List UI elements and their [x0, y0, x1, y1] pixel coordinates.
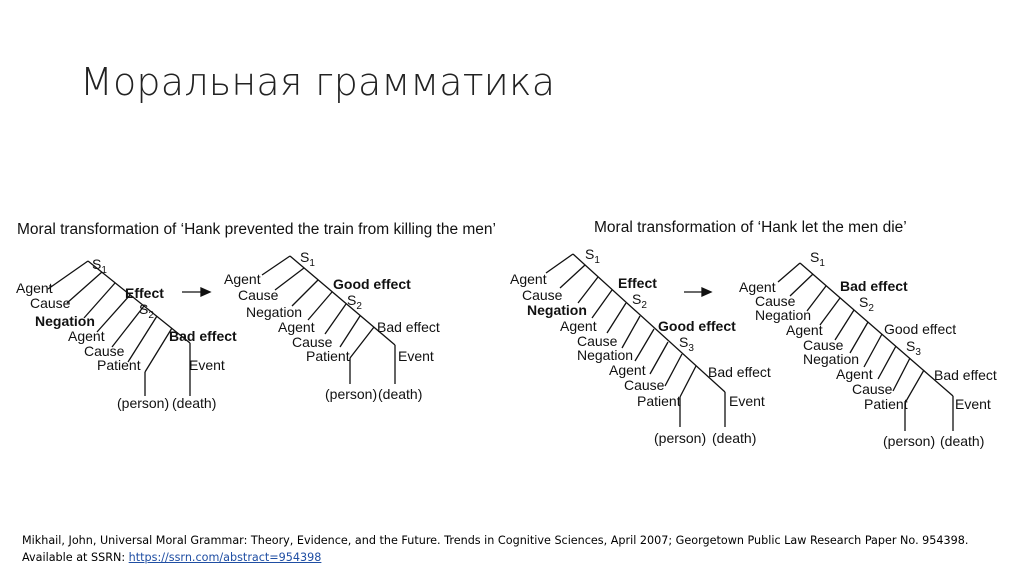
label-cause-2: Cause — [84, 343, 125, 359]
label-agent-2: Agent — [68, 328, 105, 344]
node-s2: $S_2$ — [347, 292, 362, 312]
leaf-person: (person) — [117, 395, 170, 411]
label-agent: Agent — [739, 279, 776, 295]
label-cause: Cause — [522, 287, 563, 303]
node-effect: Effect — [125, 285, 164, 301]
node-bad-effect: Bad effect — [708, 364, 771, 380]
label-agent-3: Agent — [836, 366, 873, 382]
label-cause-3: Cause — [624, 377, 665, 393]
leaf-person: (person) — [883, 433, 936, 449]
reference-availability — [22, 549, 1012, 566]
leaf-death: (death) — [378, 386, 423, 402]
label-cause-3: Cause — [852, 381, 893, 397]
node-s1: $S_1$ — [92, 256, 107, 276]
label-agent: Agent — [510, 271, 547, 287]
node-good-effect: Good effect — [884, 321, 957, 337]
node-event: Event — [955, 396, 991, 412]
label-cause: Cause — [755, 293, 796, 309]
node-bad-effect: Bad effect — [934, 367, 997, 383]
label-negation: Negation — [527, 302, 587, 318]
node-s1: $S_1$ — [810, 249, 825, 269]
slide-title: Моральная грамматика — [80, 60, 556, 104]
label-agent-3: Agent — [609, 362, 646, 378]
label-negation: Negation — [755, 307, 812, 323]
leaf-person: (person) — [325, 386, 378, 402]
label-negation: Negation — [246, 304, 303, 320]
label-agent-2: Agent — [278, 319, 315, 335]
node-good-effect: Good effect — [333, 276, 411, 292]
node-bad-effect: Bad effect — [169, 328, 237, 344]
ssrn-link[interactable]: https://ssrn.com/abstract=954398 — [128, 551, 322, 564]
label-agent-2: Agent — [560, 318, 597, 334]
label-negation-2: Negation — [803, 351, 860, 367]
node-s3: $S_3$ — [906, 338, 921, 358]
reference-citation — [22, 532, 1012, 566]
label-agent-2: Agent — [786, 322, 823, 338]
node-s2: $S_2$ — [139, 301, 154, 321]
label-patient: Patient — [97, 357, 141, 373]
label-cause-2: Cause — [803, 337, 844, 353]
node-effect: Effect — [618, 275, 657, 291]
node-s2: $S_2$ — [632, 291, 647, 311]
node-event: Event — [729, 393, 765, 409]
tree-right-before — [510, 246, 771, 446]
reference-available-prefix: Available at SSRN: — [22, 551, 129, 564]
tree-right-after — [739, 249, 997, 449]
label-cause-2: Cause — [577, 333, 618, 349]
node-s1: $S_1$ — [585, 246, 600, 266]
leaf-person: (person) — [654, 430, 707, 446]
tree-left-before — [16, 256, 237, 411]
diagram-right-heading: Moral transformation of ‘Hank let the men die’ — [594, 219, 907, 236]
label-agent: Agent — [16, 280, 53, 296]
node-s1: $S_1$ — [300, 249, 315, 269]
reference-line: Mikhail, John, Universal Moral Grammar: Theory, Evidence, and the Future. Trends in Cognitive Sciences, April 2007; Georgetown Public Law Research Paper No. 954398. — [22, 534, 969, 547]
label-agent: Agent — [224, 271, 261, 287]
node-s3: $S_3$ — [679, 334, 694, 354]
label-cause: Cause — [30, 295, 71, 311]
label-cause-2: Cause — [292, 334, 333, 350]
leaf-death: (death) — [172, 395, 217, 411]
node-event: Event — [398, 348, 434, 364]
node-s2: $S_2$ — [859, 294, 874, 314]
label-negation-2: Negation — [577, 347, 634, 363]
tree-left-after — [224, 249, 440, 402]
label-negation: Negation — [35, 313, 95, 329]
arrow-right-head — [702, 288, 711, 296]
arrow-left-head — [201, 288, 210, 296]
leaf-death: (death) — [940, 433, 985, 449]
node-bad-effect-top: Bad effect — [840, 278, 908, 294]
label-patient: Patient — [306, 348, 350, 364]
node-event: Event — [189, 357, 225, 373]
label-patient: Patient — [637, 393, 681, 409]
node-good-effect: Good effect — [658, 318, 736, 334]
diagram-left-heading: Moral transformation of ‘Hank prevented the train from killing the men’ — [17, 221, 496, 238]
leaf-death: (death) — [712, 430, 757, 446]
node-bad-effect: Bad effect — [377, 319, 440, 335]
label-patient: Patient — [864, 396, 908, 412]
label-cause: Cause — [238, 287, 279, 303]
